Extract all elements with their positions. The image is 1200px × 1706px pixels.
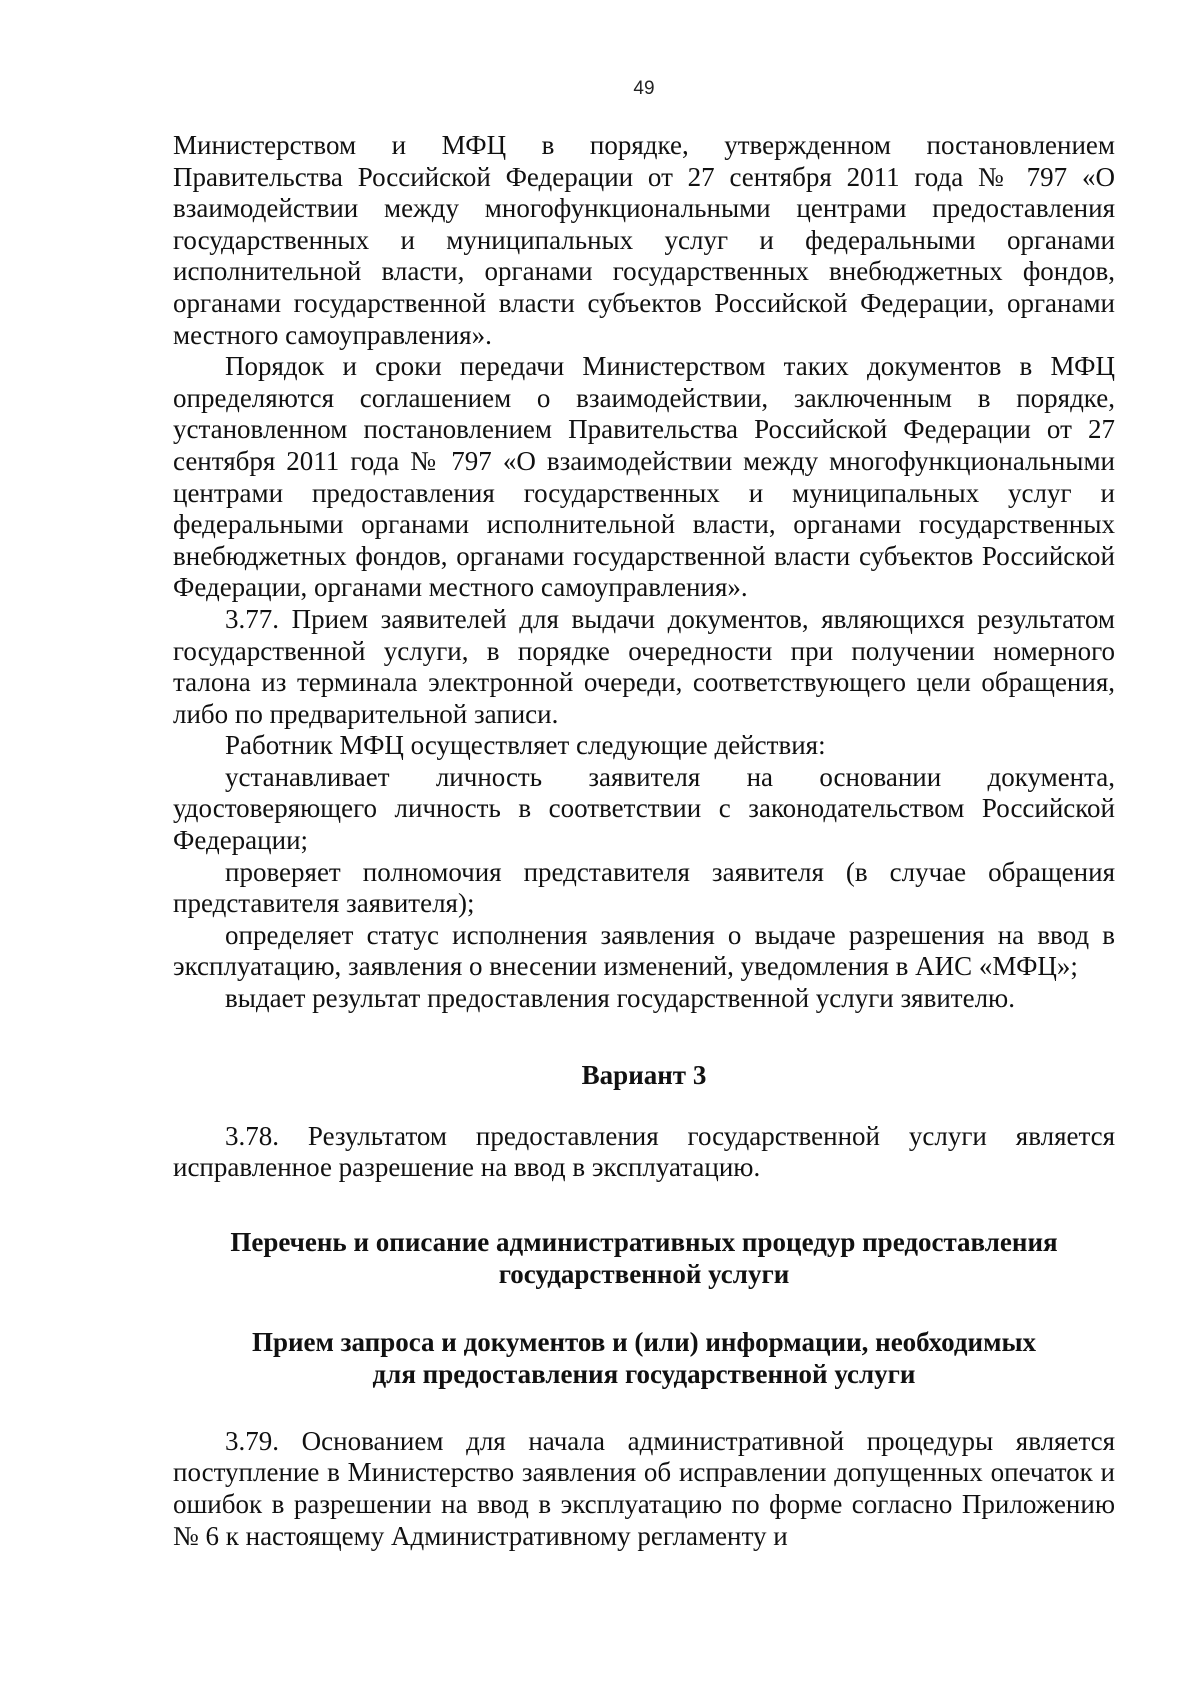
heading-procedures-list: [173, 1226, 1115, 1290]
heading-line: для предоставления государственной услуги: [372, 1358, 916, 1389]
heading-request-intake: [173, 1326, 1115, 1390]
paragraph: Работник МФЦ осуществляет следующие действия:: [225, 730, 826, 761]
paragraph: Порядок и сроки передачи Министерством таких документов в МФЦ определяются соглашением о взаимодействии, заключенным в порядке, установленном постановлением Правительства Российской Федерации от 27 сентября 2011 года № 797 «О взаимодействии между многофункциональными центрами предоставления государственных и муниципальных услуг и федеральными органами исполнительной власти, органами государственных внебюджетных фондов, органами государственной власти субъектов Российской Федерации, органами местного самоуправления».: [173, 351, 1115, 603]
document-page: [173, 0, 1115, 1706]
paragraph-3-78: 3.78. Результатом предоставления государственной услуги является исправленное разрешение на ввод в эксплуатацию.: [173, 1120, 1115, 1183]
paragraph: определяет статус исполнения заявления о выдаче разрешения на ввод в эксплуатацию, заявления о внесении изменений, уведомления в АИС «МФЦ»;: [173, 919, 1115, 982]
paragraph-group: [173, 130, 1115, 1015]
document-body: [173, 130, 1115, 1552]
paragraph: Министерством и МФЦ в порядке, утвержденном постановлением Правительства Российской Федерации от 27 сентября 2011 года № 797 «О взаимодействии между многофункциональными центрами предоставления государственных и муниципальных услуг и федеральными органами исполнительной власти, органами государственных внебюджетных фондов, органами государственной власти субъектов Российской Федерации, органами местного самоуправления».: [173, 130, 1115, 350]
heading-line: Перечень и описание административных процедур предоставления: [230, 1226, 1058, 1257]
paragraph: выдает результат предоставления государственной услуги зявителю.: [225, 983, 1015, 1014]
paragraph: 3.77. Прием заявителей для выдачи документов, являющихся результатом государственной услуги, в порядке очередности при получении номерного талона из терминала электронной очереди, соответствующего цели обращения, либо по предварительной записи.: [173, 603, 1115, 729]
heading-variant: Вариант 3: [581, 1059, 707, 1090]
heading-line: государственной услуги: [498, 1258, 790, 1289]
paragraph: проверяет полномочия представителя заявителя (в случае обращения представителя заявителя);: [173, 856, 1115, 919]
page-number: 49: [633, 78, 655, 99]
paragraph: устанавливает личность заявителя на основании документа, удостоверяющего личность в соответствии с законодательством Российской Федерации;: [173, 761, 1115, 856]
heading-line: Прием запроса и документов и (или) информации, необходимых: [251, 1326, 1037, 1357]
paragraph-3-79: 3.79. Основанием для начала административной процедуры является поступление в Министерство заявления об исправлении допущенных опечаток и ошибок в разрешении на ввод в эксплуатацию по форме согласно Приложению № 6 к настоящему Административному регламенту и: [173, 1425, 1115, 1551]
